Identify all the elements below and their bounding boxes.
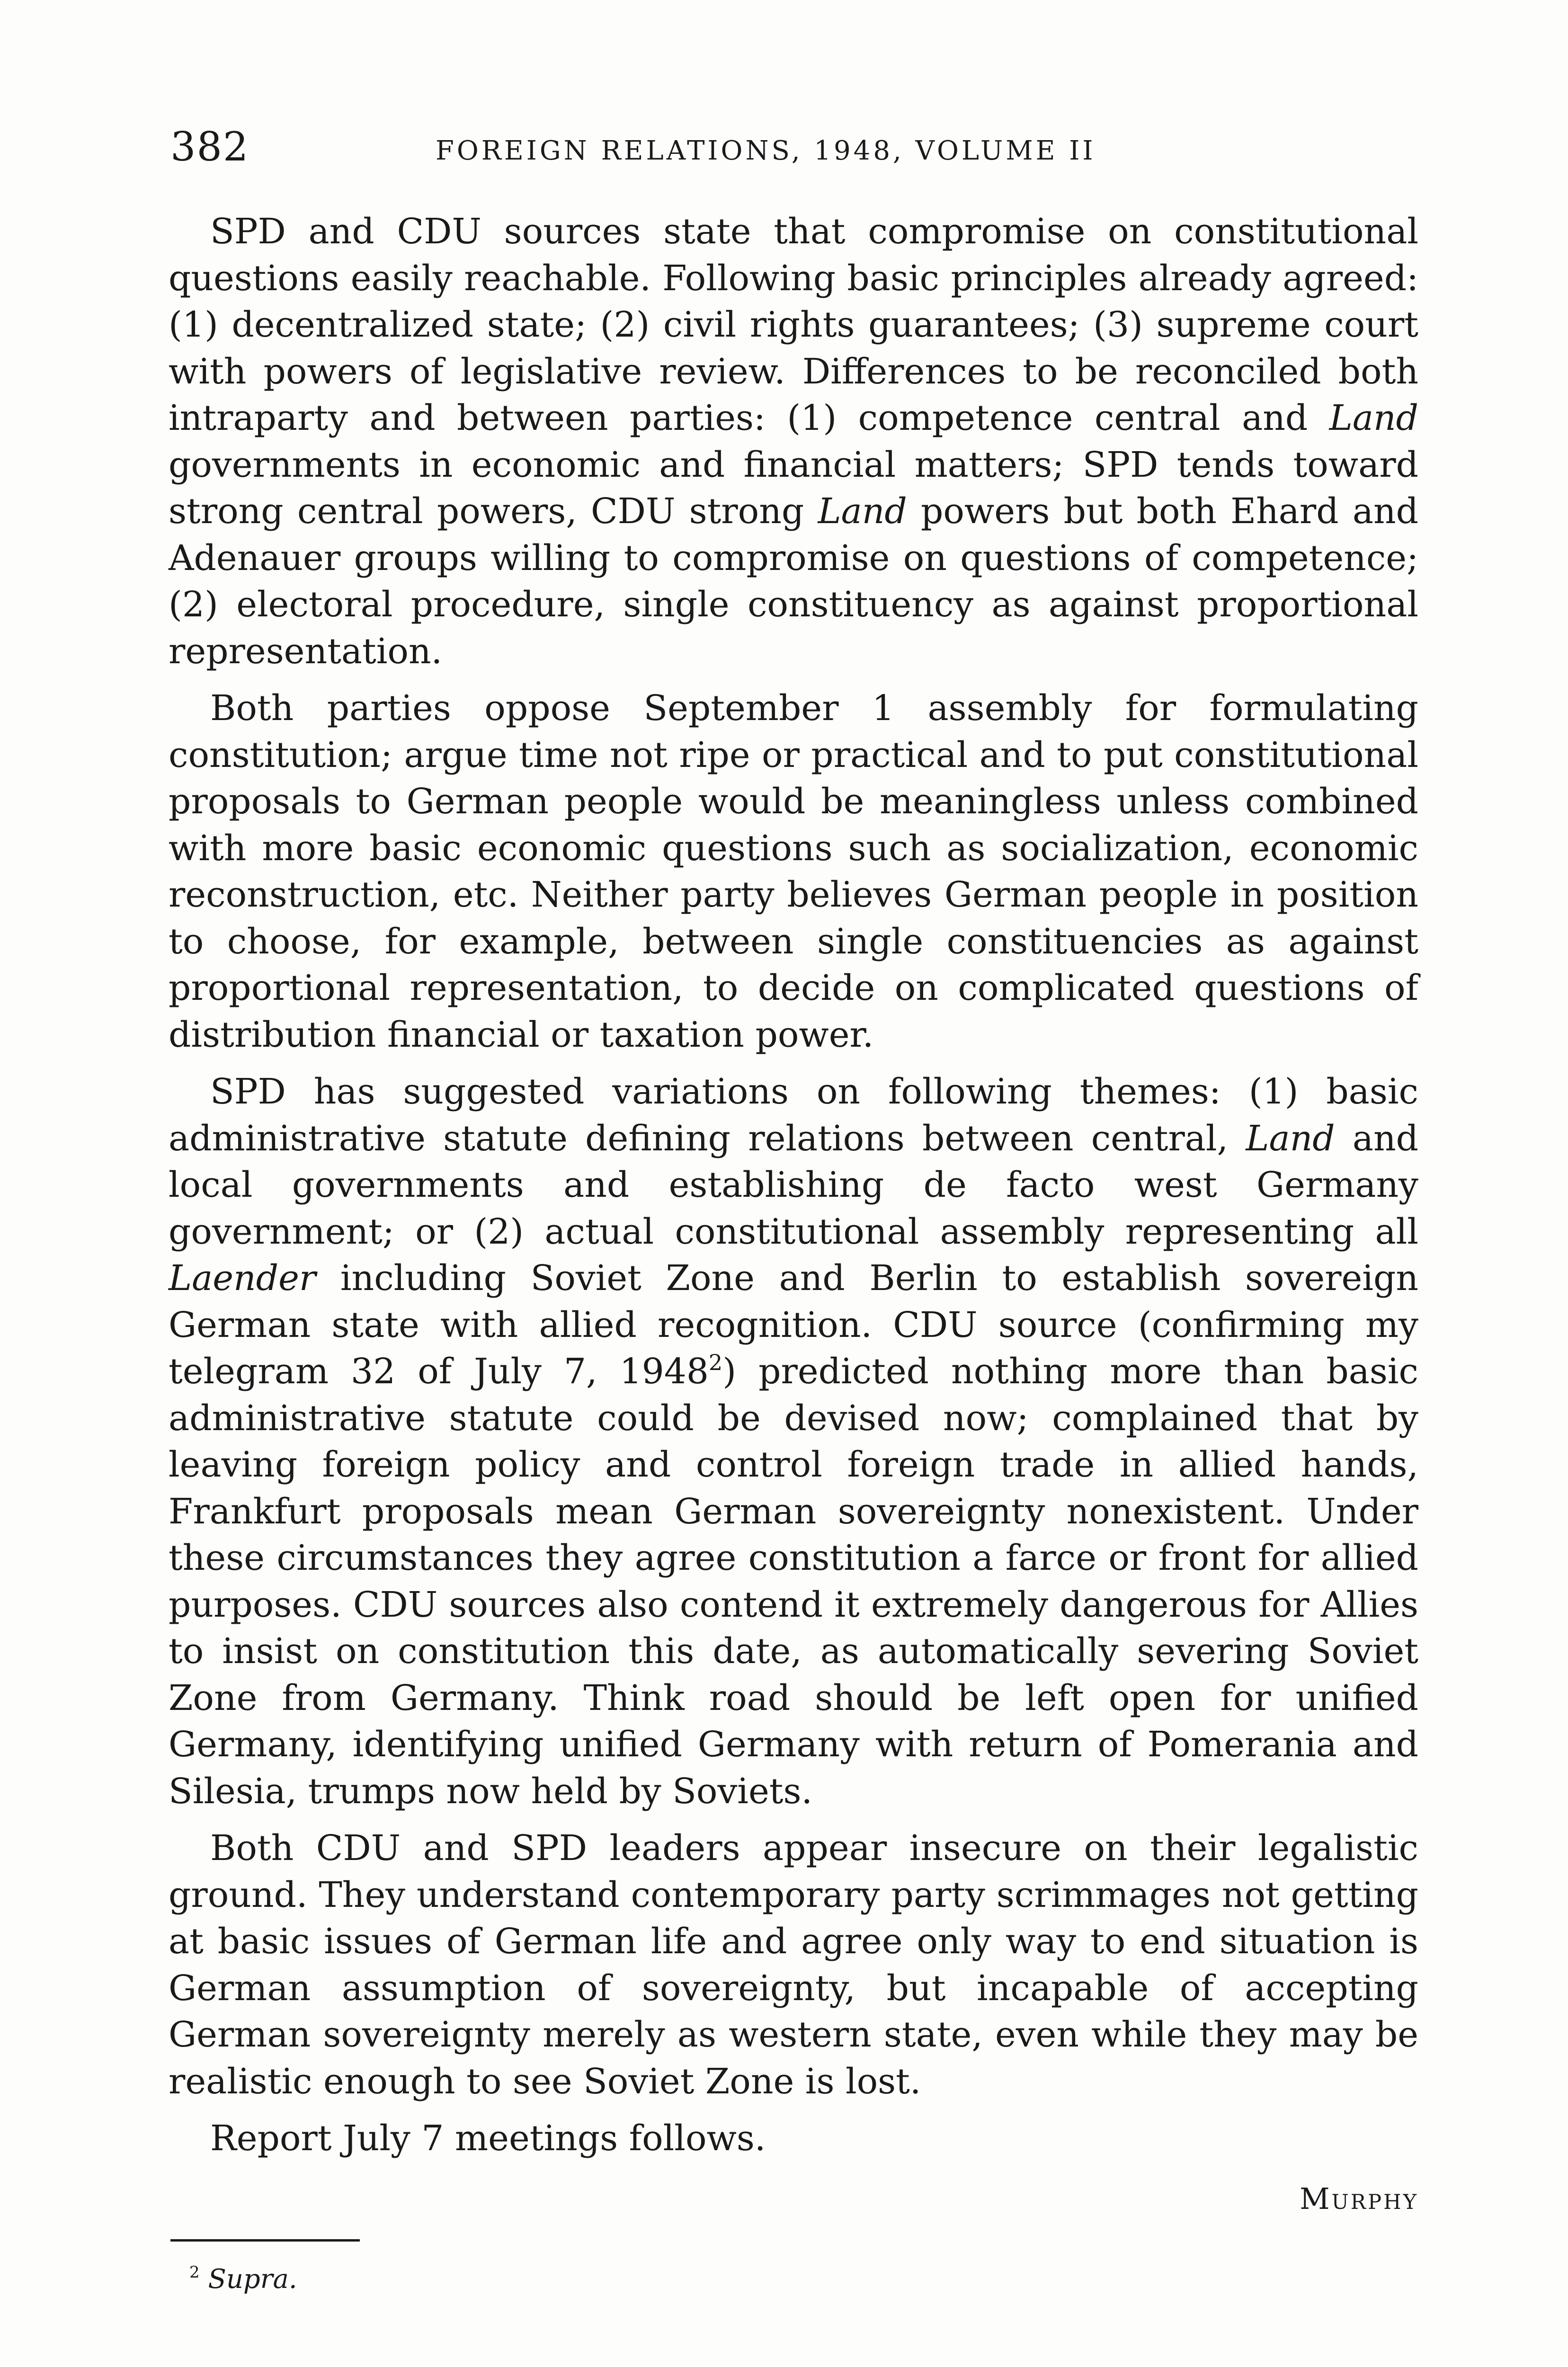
signature: Murphy [1300, 2181, 1418, 2216]
running-head: FOREIGN RELATIONS, 1948, VOLUME II [436, 135, 1096, 166]
paragraph-text: governments in economic and financial matters; SPD tends toward strong central powers, CDU strong [169, 444, 1418, 532]
footnote [189, 2260, 297, 2298]
body-text [169, 208, 1418, 2172]
italic-term: Land [1329, 398, 1418, 438]
paragraph-constitutional-questions [169, 208, 1418, 675]
footnote-reference[interactable]: 2 [708, 1350, 723, 1375]
paragraph-text: ) predicted nothing more than basic administrative statute could be devised now; complained that by leaving foreign policy and control foreign trade in allied hands, Frankfurt proposals mean German sovereignty nonexistent. Under these circumstances they agree constitution a farce or front for allied purposes. CDU sources also contend it extremely dangerous for Allies to insist on constitution this date, as automatically severing Soviet Zone from Germany. Think road should be left open for unified Germany, identifying unified Germany with return of Pomerania and Silesia, trumps now held by Soviets. [169, 1351, 1418, 1812]
page-number: 382 [170, 124, 249, 170]
paragraph-text: including Soviet Zone and Berlin to establish sovereign German state with allied recognition. CDU source (confirming my telegram 32 of July 7, 1948 [169, 1258, 1418, 1392]
paragraph-report-follows: Report July 7 meetings follows. [210, 2118, 766, 2159]
paragraph-text: SPD and CDU sources state that compromise on constitutional questions easily reachable. Following basic principles already agreed: (1) decentralized state; (2) civil rights guarantees; (3) supreme court with powers of legislative review. Differences to be reconciled both intraparty and between parties: (1) competence central and [169, 211, 1418, 438]
italic-term: Land [818, 491, 907, 532]
italic-term: Laender [169, 1258, 316, 1299]
paragraph-september-assembly: Both parties oppose September 1 assembly for formulating constitution; argue time not ripe or practical and to put constitutional proposals to German people would be meaningless unless combined with more basic economic questions such as socialization, economic reconstruction, etc. Neither party believes German people in position to choose, for example, between single constituencies as against proportional representation, to decide on complicated questions of distribution financial or taxation power. [169, 688, 1418, 1055]
paragraph-leaders-insecure: Both CDU and SPD leaders appear insecure on their legalistic ground. They understand contemporary party scrimmages not getting at basic issues of German life and agree only way to end situation is German assumption of sovereignty, but incapable of accepting German sovereignty merely as western state, even while they may be realistic enough to see Soviet Zone is lost. [169, 1828, 1418, 2102]
paragraph-text: powers but both Ehard and Adenauer groups willing to compromise on questions of competence; (2) electoral procedure, single constituency as against proportional representation. [169, 491, 1419, 672]
paragraph-text: and local governments and establishing de facto west Germany government; or (2) actual constitutional assembly representing all [169, 1118, 1419, 1252]
footnote-divider [170, 2239, 360, 2242]
paragraph-text: SPD has suggested variations on following themes: (1) basic administrative statute defining relations between central, [169, 1071, 1418, 1159]
page-header [170, 121, 1420, 178]
paragraph-spd-themes [169, 1068, 1418, 1815]
italic-term: Land [1246, 1118, 1335, 1159]
footnote-marker: 2 [189, 2263, 200, 2282]
footnote-text: Supra. [208, 2264, 297, 2295]
